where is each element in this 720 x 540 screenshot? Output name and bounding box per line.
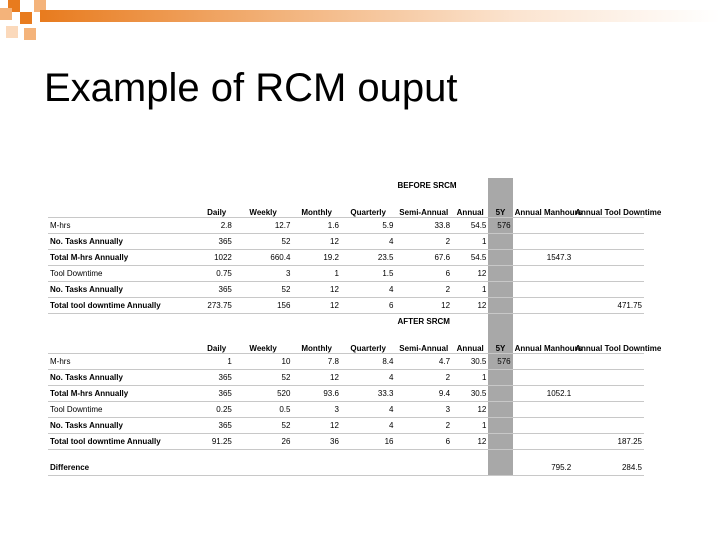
data-cell: 12.7 xyxy=(234,218,293,234)
empty-cell xyxy=(573,314,644,330)
before-heading-row xyxy=(48,178,644,193)
data-cell: 6 xyxy=(341,298,396,314)
data-cell: 4 xyxy=(341,234,396,250)
data-cell: 52 xyxy=(234,282,293,298)
data-cell xyxy=(573,354,644,370)
data-cell: 2 xyxy=(395,282,452,298)
data-cell: 67.6 xyxy=(395,250,452,266)
table-row xyxy=(48,386,644,402)
empty-cell xyxy=(488,178,512,193)
difference-row xyxy=(48,460,644,476)
data-cell xyxy=(513,402,574,418)
data-cell: 2 xyxy=(395,234,452,250)
column-header: Daily xyxy=(200,329,234,354)
header-gradient-bar xyxy=(40,10,720,22)
data-cell: 54.5 xyxy=(452,250,488,266)
empty-cell xyxy=(452,314,488,330)
data-cell: 1 xyxy=(200,354,234,370)
data-cell xyxy=(573,418,644,434)
data-cell: 12 xyxy=(292,234,340,250)
empty-cell xyxy=(292,314,340,330)
data-cell xyxy=(488,386,512,402)
empty-cell xyxy=(573,178,644,193)
empty-cell xyxy=(513,178,574,193)
row-label: Total tool downtime Annually xyxy=(48,298,200,314)
row-label: M-hrs xyxy=(48,354,200,370)
empty-cell xyxy=(488,314,512,330)
column-header: Annual Manhours xyxy=(513,193,574,218)
data-cell: 156 xyxy=(234,298,293,314)
data-cell: 4.7 xyxy=(395,354,452,370)
empty-cell xyxy=(292,450,340,461)
after-section-title xyxy=(341,314,396,330)
data-cell: 2 xyxy=(395,418,452,434)
data-cell: 365 xyxy=(200,386,234,402)
data-cell: 2 xyxy=(395,370,452,386)
data-cell: 471.75 xyxy=(573,298,644,314)
empty-cell xyxy=(573,450,644,461)
column-header: Quarterly xyxy=(341,193,396,218)
difference-manhours: 795.2 xyxy=(513,460,574,476)
empty-cell xyxy=(200,314,234,330)
data-cell: 3 xyxy=(395,402,452,418)
data-cell xyxy=(488,418,512,434)
data-cell: 10 xyxy=(234,354,293,370)
data-cell: 30.5 xyxy=(452,354,488,370)
empty-cell xyxy=(48,450,200,461)
data-cell: 2.8 xyxy=(200,218,234,234)
empty-cell xyxy=(234,460,293,476)
rcm-output-table xyxy=(48,178,662,484)
row-label: No. Tasks Annually xyxy=(48,370,200,386)
data-cell: 4 xyxy=(341,370,396,386)
data-cell xyxy=(488,282,512,298)
data-cell: 365 xyxy=(200,282,234,298)
data-cell xyxy=(573,386,644,402)
column-header: Weekly xyxy=(234,193,293,218)
empty-cell xyxy=(234,178,293,193)
difference-downtime: 284.5 xyxy=(573,460,644,476)
empty-cell xyxy=(234,450,293,461)
empty-cell xyxy=(48,314,200,330)
data-cell xyxy=(488,234,512,250)
empty-cell xyxy=(452,460,488,476)
column-header: Weekly xyxy=(234,329,293,354)
data-cell: 1052.1 xyxy=(513,386,574,402)
data-cell xyxy=(488,298,512,314)
data-cell: 365 xyxy=(200,370,234,386)
spacer-row xyxy=(48,450,644,461)
empty-cell xyxy=(488,460,512,476)
data-cell xyxy=(573,250,644,266)
decor-square xyxy=(24,28,36,40)
data-cell: 12 xyxy=(395,298,452,314)
data-cell: 576 xyxy=(488,354,512,370)
empty-cell xyxy=(488,450,512,461)
data-cell xyxy=(513,234,574,250)
column-header: Annual Manhours xyxy=(513,329,574,354)
data-cell: 5.9 xyxy=(341,218,396,234)
data-cell: 91.25 xyxy=(200,434,234,450)
empty-cell xyxy=(200,460,234,476)
row-label: Tool Downtime xyxy=(48,266,200,282)
column-header: 5Y xyxy=(488,329,512,354)
empty-cell xyxy=(452,450,488,461)
column-header xyxy=(48,193,200,218)
empty-cell xyxy=(513,314,574,330)
empty-cell xyxy=(395,178,457,193)
data-cell: 0.75 xyxy=(200,266,234,282)
data-cell: 273.75 xyxy=(200,298,234,314)
before-header-row xyxy=(48,193,644,218)
data-cell: 12 xyxy=(292,282,340,298)
column-header: 5Y xyxy=(488,193,512,218)
empty-cell xyxy=(200,178,234,193)
row-label: M-hrs xyxy=(48,218,200,234)
difference-label: Difference xyxy=(48,460,200,476)
row-label: No. Tasks Annually xyxy=(48,234,200,250)
data-cell: 33.8 xyxy=(395,218,452,234)
data-cell: 1.6 xyxy=(292,218,340,234)
table-row xyxy=(48,282,644,298)
data-cell xyxy=(513,418,574,434)
data-cell: 16 xyxy=(341,434,396,450)
after-section-heading: AFTER SRCM xyxy=(397,317,450,326)
data-cell xyxy=(513,218,574,234)
before-section-heading: BEFORE SRCM xyxy=(397,181,457,190)
data-cell: 4 xyxy=(341,402,396,418)
column-header: Quarterly xyxy=(341,329,396,354)
data-cell: 12 xyxy=(452,434,488,450)
data-cell xyxy=(513,354,574,370)
data-cell xyxy=(488,434,512,450)
empty-cell xyxy=(395,450,452,461)
data-cell xyxy=(488,370,512,386)
data-cell xyxy=(573,218,644,234)
empty-cell xyxy=(395,460,452,476)
data-cell xyxy=(573,370,644,386)
data-cell: 6 xyxy=(395,434,452,450)
table-row xyxy=(48,354,644,370)
column-header: Monthly xyxy=(292,193,340,218)
empty-cell xyxy=(200,450,234,461)
data-cell: 3 xyxy=(234,266,293,282)
before-section-title xyxy=(341,178,396,193)
after-header-row xyxy=(48,329,644,354)
data-cell: 26 xyxy=(234,434,293,450)
data-cell: 7.8 xyxy=(292,354,340,370)
table-row xyxy=(48,266,644,282)
column-header: Daily xyxy=(200,193,234,218)
data-cell: 52 xyxy=(234,418,293,434)
empty-cell xyxy=(395,314,452,330)
data-cell: 12 xyxy=(452,298,488,314)
row-label: Total M-hrs Annually xyxy=(48,386,200,402)
data-cell: 12 xyxy=(292,370,340,386)
data-cell: 3 xyxy=(292,402,340,418)
data-cell: 54.5 xyxy=(452,218,488,234)
after-heading-row xyxy=(48,314,644,330)
data-cell: 365 xyxy=(200,418,234,434)
empty-cell xyxy=(513,450,574,461)
data-cell: 576 xyxy=(488,218,512,234)
data-cell: 93.6 xyxy=(292,386,340,402)
data-cell: 12 xyxy=(452,266,488,282)
data-cell: 1 xyxy=(292,266,340,282)
data-cell: 12 xyxy=(292,298,340,314)
data-cell xyxy=(488,266,512,282)
empty-cell xyxy=(292,178,340,193)
empty-cell xyxy=(292,460,340,476)
row-label: Tool Downtime xyxy=(48,402,200,418)
data-cell xyxy=(513,370,574,386)
empty-cell xyxy=(341,450,396,461)
data-cell xyxy=(573,234,644,250)
data-cell: 1 xyxy=(452,234,488,250)
data-cell: 1547.3 xyxy=(513,250,574,266)
table-row xyxy=(48,234,644,250)
data-cell: 23.5 xyxy=(341,250,396,266)
decor-square xyxy=(6,26,18,38)
data-cell: 0.25 xyxy=(200,402,234,418)
row-label: Total M-hrs Annually xyxy=(48,250,200,266)
column-header: Annual Tool Downtime xyxy=(573,329,644,354)
data-cell: 9.4 xyxy=(395,386,452,402)
table-row xyxy=(48,434,644,450)
table-row xyxy=(48,218,644,234)
column-header: Monthly xyxy=(292,329,340,354)
data-cell xyxy=(573,282,644,298)
data-cell: 52 xyxy=(234,370,293,386)
data-cell: 33.3 xyxy=(341,386,396,402)
data-cell: 1022 xyxy=(200,250,234,266)
data-cell xyxy=(573,266,644,282)
data-cell: 12 xyxy=(292,418,340,434)
data-cell: 187.25 xyxy=(573,434,644,450)
data-cell: 12 xyxy=(452,402,488,418)
data-cell: 4 xyxy=(341,282,396,298)
data-cell: 660.4 xyxy=(234,250,293,266)
data-cell: 8.4 xyxy=(341,354,396,370)
table-row xyxy=(48,298,644,314)
table-row xyxy=(48,402,644,418)
data-cell xyxy=(513,434,574,450)
data-cell: 1 xyxy=(452,418,488,434)
row-label: No. Tasks Annually xyxy=(48,418,200,434)
column-header: Semi-Annual xyxy=(395,329,452,354)
data-cell xyxy=(488,250,512,266)
data-cell: 365 xyxy=(200,234,234,250)
data-cell: 1 xyxy=(452,370,488,386)
data-cell xyxy=(488,402,512,418)
data-cell: 6 xyxy=(395,266,452,282)
data-cell: 30.5 xyxy=(452,386,488,402)
data-cell: 52 xyxy=(234,234,293,250)
data-cell xyxy=(573,402,644,418)
empty-cell xyxy=(234,314,293,330)
table-row xyxy=(48,370,644,386)
column-header xyxy=(48,329,200,354)
column-header: Annual xyxy=(452,329,488,354)
data-cell: 36 xyxy=(292,434,340,450)
data-cell: 1 xyxy=(452,282,488,298)
data-cell xyxy=(513,282,574,298)
data-cell: 4 xyxy=(341,418,396,434)
decor-square xyxy=(20,12,32,24)
data-cell xyxy=(513,298,574,314)
empty-cell xyxy=(452,178,488,193)
empty-cell xyxy=(341,460,396,476)
decor-square xyxy=(0,8,12,20)
table-row xyxy=(48,250,644,266)
table-row xyxy=(48,418,644,434)
data-cell: 1.5 xyxy=(341,266,396,282)
row-label: Total tool downtime Annually xyxy=(48,434,200,450)
column-header: Annual xyxy=(452,193,488,218)
data-cell: 0.5 xyxy=(234,402,293,418)
data-cell: 520 xyxy=(234,386,293,402)
column-header: Semi-Annual xyxy=(395,193,452,218)
empty-cell xyxy=(48,178,200,193)
data-cell xyxy=(513,266,574,282)
column-header: Annual Tool Downtime xyxy=(573,193,644,218)
slide-title: Example of RCM ouput xyxy=(44,66,458,110)
data-cell: 19.2 xyxy=(292,250,340,266)
row-label: No. Tasks Annually xyxy=(48,282,200,298)
corner-decoration xyxy=(0,0,60,45)
